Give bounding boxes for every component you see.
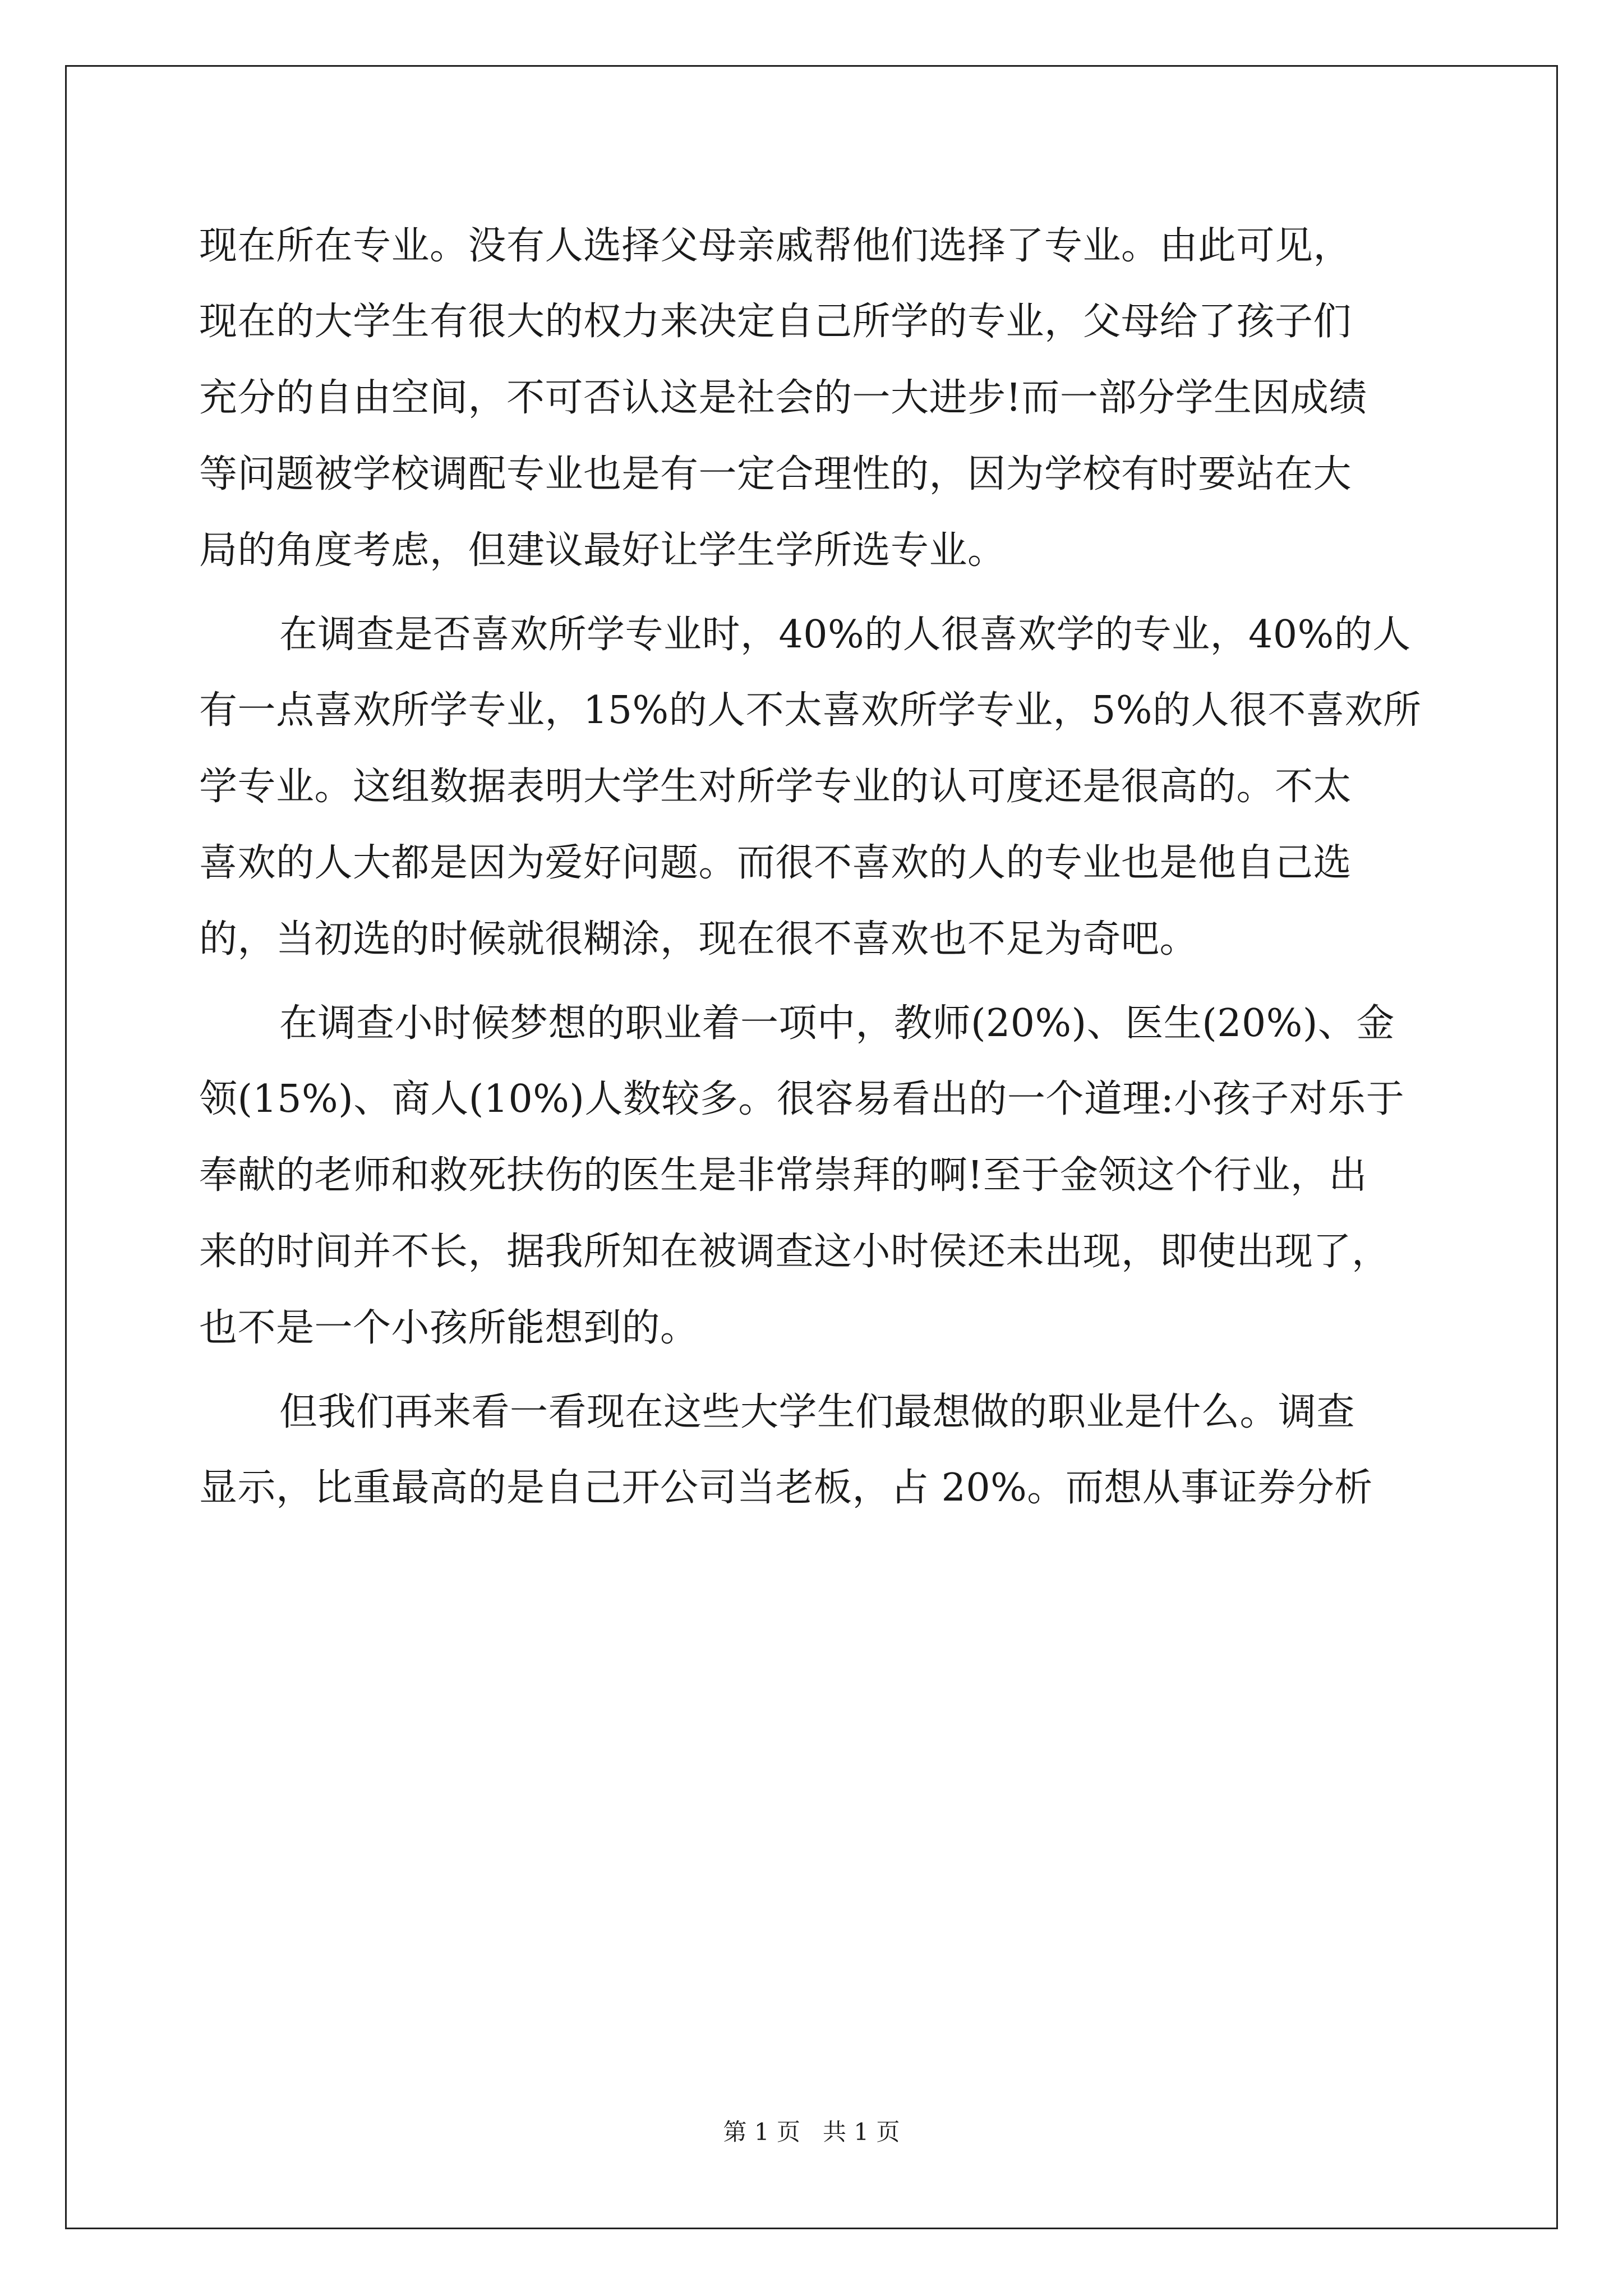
text-line: 领(15%)、商人(10%)人数较多。很容易看出的一个道理:小孩子对乐于	[199, 1077, 1405, 1121]
text-line: 局的角度考虑，但建议最好让学生学所选专业。	[199, 528, 1006, 573]
text-line: 的，当初选的时候就很糊涂，现在很不喜欢也不足为奇吧。	[199, 917, 1198, 961]
text-line: 来的时间并不长，据我所知在被调查这小时侯还未出现，即使出现了，	[199, 1230, 1390, 1274]
text-line: 学专业。这组数据表明大学生对所学专业的认可度还是很高的。不太	[199, 765, 1352, 809]
text-line: 奉献的老师和救死扶伤的医生是非常崇拜的啊!至于金领这个行业，出	[199, 1153, 1367, 1198]
text-line: 现在的大学生有很大的权力来决定自己所学的专业，父母给了孩子们	[199, 300, 1352, 344]
text-line: 但我们再来看一看现在这些大学生们最想做的职业是什么。调查	[279, 1390, 1355, 1434]
text-line: 显示，比重最高的是自己开公司当老板，占 20%。而想从事证券分析	[199, 1466, 1373, 1510]
text-line: 现在所在专业。没有人选择父母亲戚帮他们选择了专业。由此可见，	[199, 224, 1352, 268]
text-line: 在调查小时候梦想的职业着一项中，教师(20%)、医生(20%)、金	[279, 1001, 1395, 1046]
text-line: 喜欢的人大都是因为爱好问题。而很不喜欢的人的专业也是他自己选	[199, 841, 1352, 885]
text-line: 有一点喜欢所学专业，15%的人不太喜欢所学专业，5%的人很不喜欢所	[199, 688, 1422, 733]
text-line: 等问题被学校调配专业也是有一定合理性的，因为学校有时要站在大	[199, 452, 1352, 496]
text-line: 在调查是否喜欢所学专业时，40%的人很喜欢学的专业，40%的人	[279, 613, 1411, 657]
text-line: 充分的自由空间，不可否认这是社会的一大进步!而一部分学生因成绩	[199, 376, 1367, 420]
page-number-footer: 第 1 页 共 1 页	[723, 2118, 900, 2146]
text-line: 也不是一个小孩所能想到的。	[199, 1306, 699, 1350]
